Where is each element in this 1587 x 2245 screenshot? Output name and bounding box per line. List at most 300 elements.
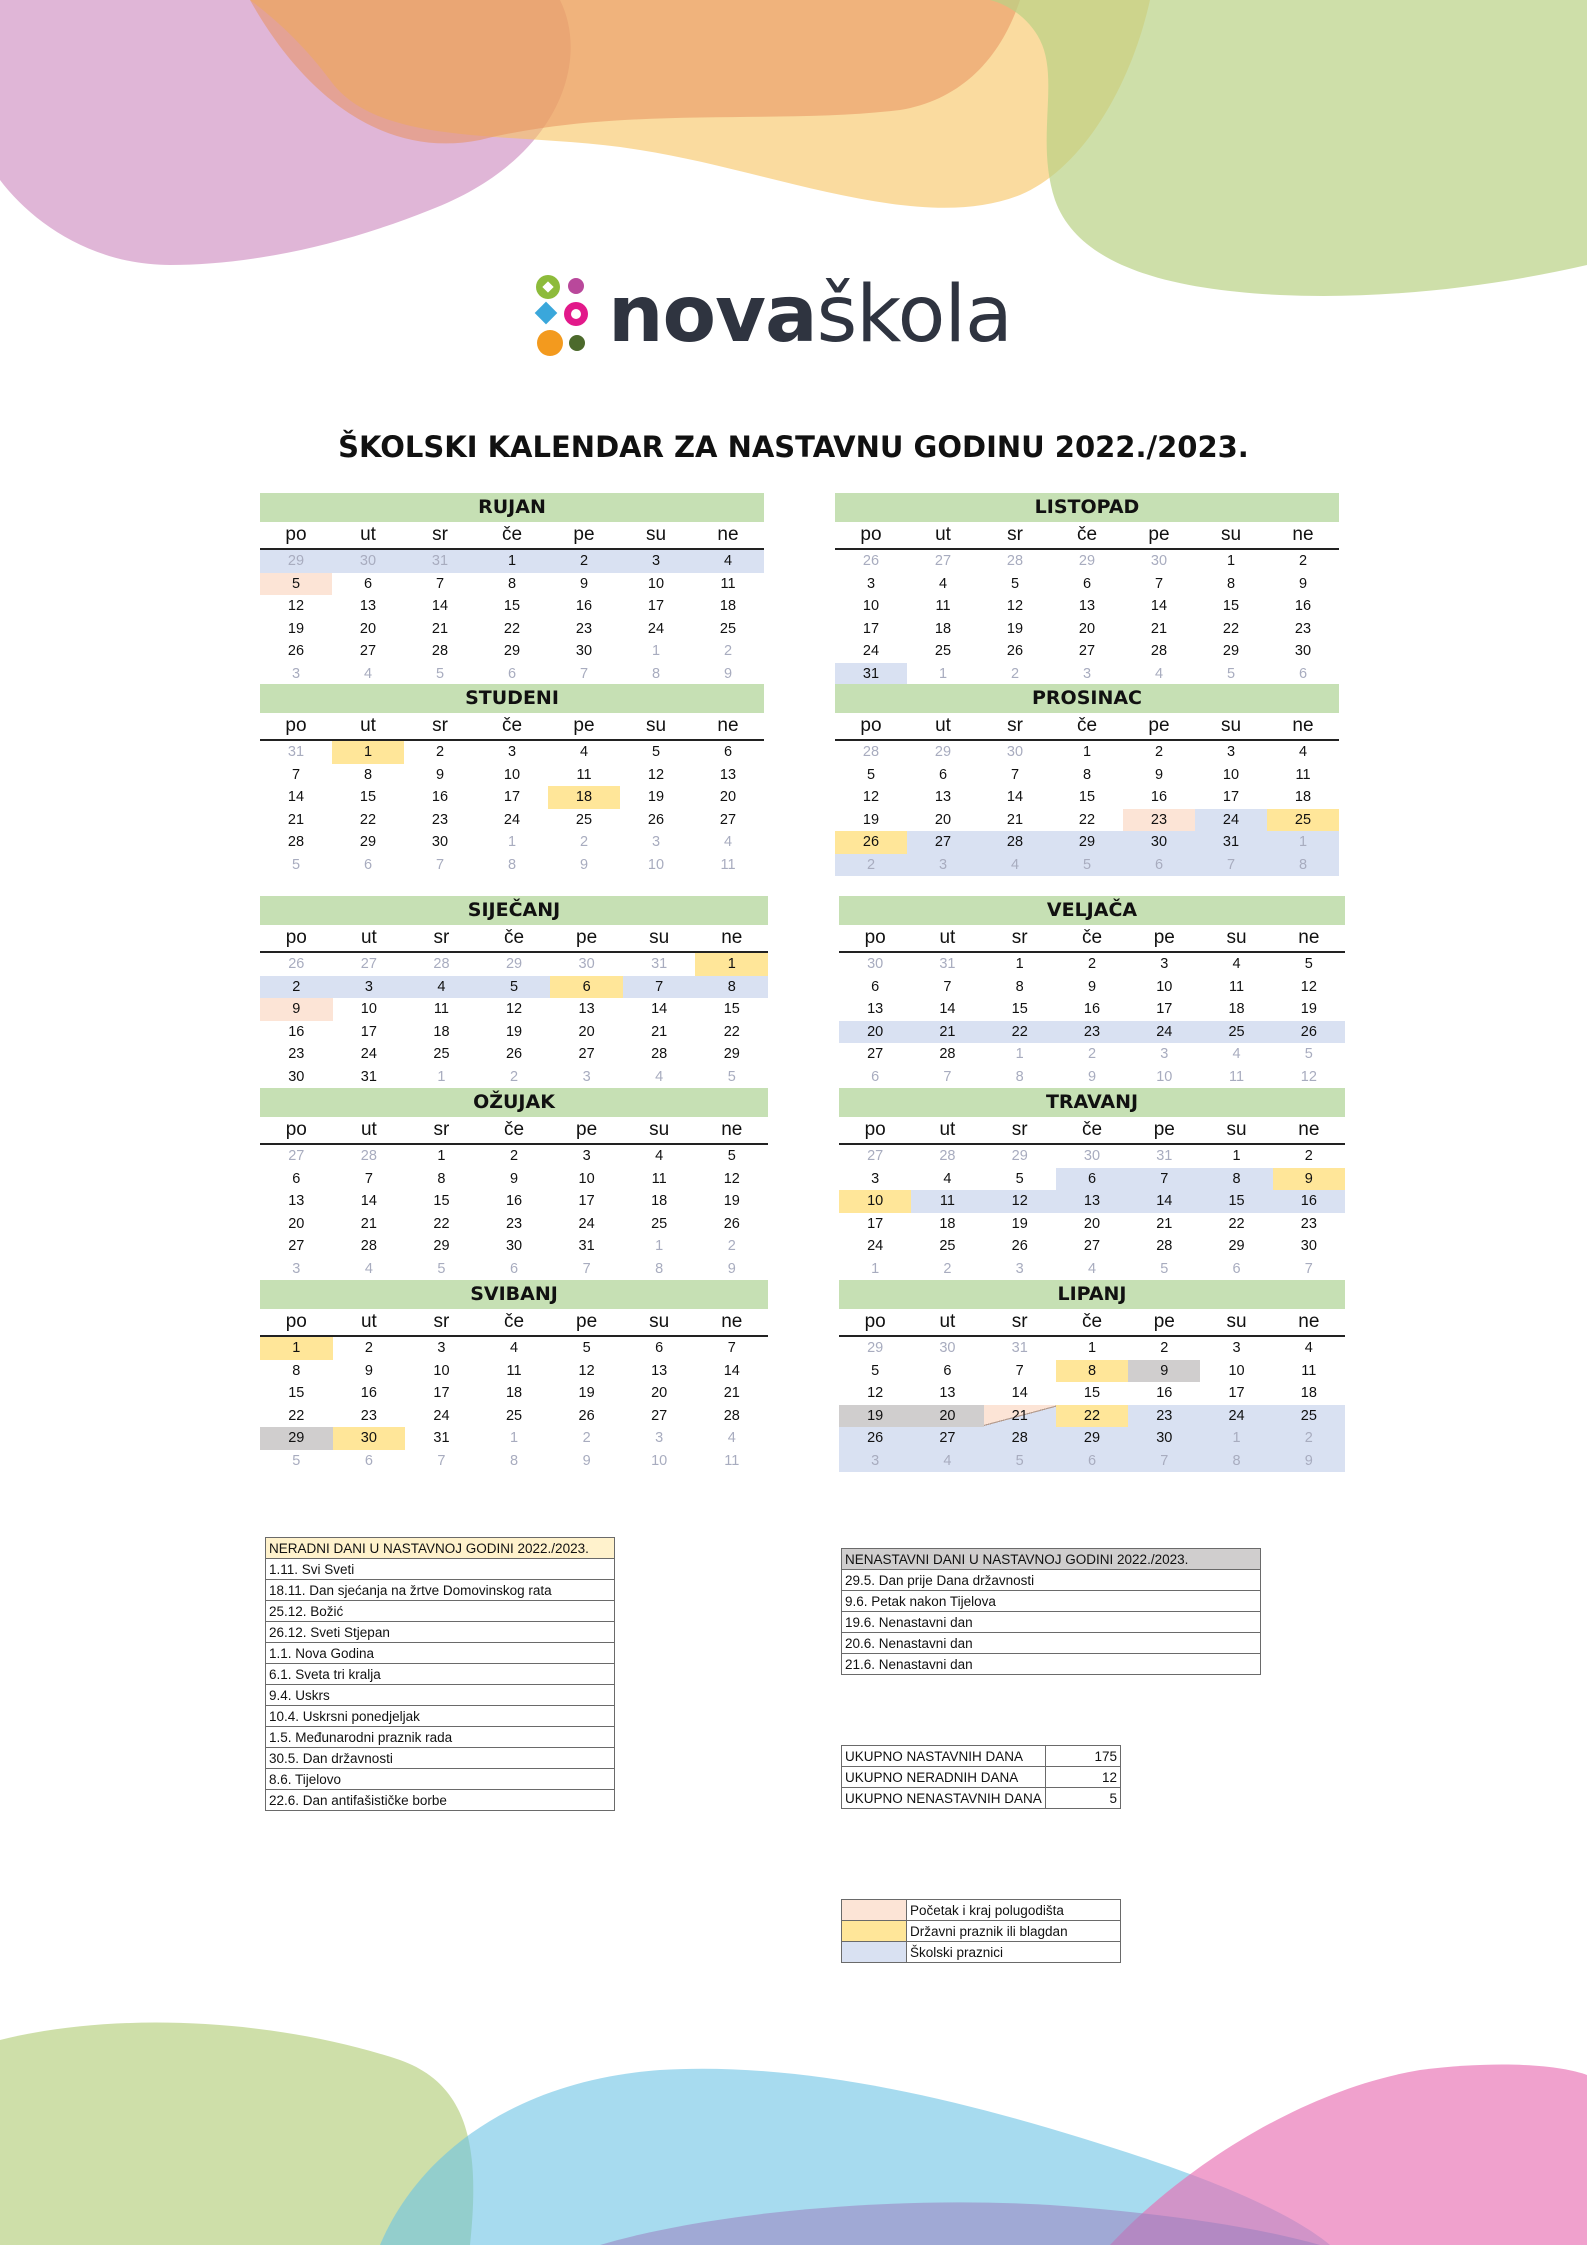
day-cell: 26 [835, 831, 907, 854]
day-cell: 7 [1010, 766, 1020, 783]
day-cell: 29 [505, 956, 523, 972]
total-row [842, 1767, 1121, 1788]
day-cell: 1 [1267, 831, 1339, 854]
day-cell: 30 [1128, 1427, 1200, 1450]
day-cell: 22 [433, 1215, 450, 1232]
legend-swatch [842, 1921, 907, 1942]
weekday-label: su [1220, 715, 1242, 736]
day-cell: 24 [867, 1238, 884, 1254]
day-cell: 30 [333, 1427, 406, 1450]
day-cell: 3 [1160, 956, 1169, 972]
day-cell: 10 [578, 1170, 595, 1187]
day-cell: 8 [651, 665, 661, 682]
month-name: PROSINAC [835, 684, 1339, 713]
day-cell: 6 [871, 978, 880, 995]
day-cell: 6 [363, 575, 373, 592]
weekday-label: su [645, 715, 667, 736]
day-cell: 29 [1222, 643, 1240, 659]
week-row [835, 809, 1339, 832]
day-cell: 2 [582, 1430, 591, 1446]
day-cell: 6 [1056, 1450, 1128, 1473]
list-row [266, 1727, 615, 1748]
day-cell: 2 [435, 744, 445, 760]
day-cell: 28 [939, 1148, 956, 1164]
day-cell: 11 [506, 1362, 522, 1379]
day-cell: 27 [1083, 1238, 1101, 1254]
weekday-label: ut [360, 715, 376, 736]
day-cell: 2 [579, 834, 589, 850]
week-row [260, 764, 764, 787]
day-cell: 28 [287, 834, 305, 850]
list-item: 1.5. Međunarodni praznik rada [266, 1727, 615, 1748]
day-cell: 6 [363, 856, 373, 873]
day-cell: 30 [1006, 744, 1024, 760]
day-cell: 4 [655, 1148, 664, 1164]
logo-light: škola [816, 270, 1012, 360]
day-cell: 1 [476, 550, 548, 573]
day-cell: 2 [1087, 956, 1097, 972]
day-cell: 11 [576, 766, 592, 783]
month-name: SIJEČANJ [260, 896, 768, 925]
day-cell: 22 [288, 1407, 305, 1424]
day-cell: 26 [1273, 1021, 1345, 1044]
day-cell: 29 [867, 1340, 884, 1356]
day-cell: 22 [1228, 1215, 1245, 1232]
weekday-label: če [503, 1311, 525, 1332]
day-cell: 9 [1298, 575, 1308, 592]
day-cell: 5 [437, 1260, 446, 1277]
day-cell: 21 [984, 1405, 1056, 1428]
day-cell: 27 [288, 1238, 305, 1254]
weekday-label: su [649, 927, 670, 948]
day-cell: 13 [934, 789, 952, 805]
day-cell: 10 [647, 575, 665, 592]
weekday-header [260, 1309, 768, 1337]
day-cell: 2 [1160, 1340, 1169, 1356]
day-cell: 9 [260, 998, 333, 1021]
day-cell: 26 [287, 643, 305, 659]
day-cell: 8 [1267, 854, 1339, 877]
weekday-label: če [503, 927, 525, 948]
day-cell: 7 [1128, 1450, 1200, 1473]
list-item: 1.11. Svi Sveti [266, 1559, 615, 1580]
list-row [266, 1664, 615, 1685]
day-cell: 3 [507, 744, 517, 760]
day-cell: 3 [333, 976, 406, 999]
day-cell: 5 [1304, 1046, 1313, 1062]
day-cell: 3 [620, 550, 692, 573]
day-cell: 2 [1298, 553, 1308, 569]
day-cell: 28 [1006, 553, 1024, 569]
day-cell: 8 [507, 856, 517, 873]
week-row [839, 998, 1345, 1021]
day-cell: 16 [360, 1385, 377, 1401]
day-cell: 27 [867, 1148, 884, 1164]
week-row [839, 1258, 1345, 1281]
day-cell: 20 [578, 1023, 595, 1040]
day-cell: 20 [651, 1385, 668, 1401]
day-cell: 22 [984, 1021, 1056, 1044]
list-row [842, 1654, 1261, 1675]
day-cell: 13 [578, 1001, 595, 1017]
list-row [842, 1633, 1261, 1654]
day-cell: 19 [1300, 1001, 1317, 1017]
day-cell: 30 [867, 956, 884, 972]
day-cell: 21 [911, 1021, 983, 1044]
month-rujan [260, 493, 764, 685]
day-cell: 23 [1300, 1215, 1317, 1232]
week-row [839, 1382, 1345, 1405]
weekday-label: sr [433, 927, 450, 948]
day-cell: 19 [723, 1193, 740, 1209]
weekday-label: sr [432, 524, 448, 545]
day-cell: 7 [1128, 1168, 1200, 1191]
weekday-header [260, 522, 764, 550]
day-cell: 27 [360, 956, 377, 972]
day-cell: 6 [550, 976, 623, 999]
day-cell: 5 [478, 976, 551, 999]
day-cell: 15 [288, 1385, 305, 1401]
list-item: 9.4. Uskrs [266, 1685, 615, 1706]
list-row [266, 1769, 615, 1790]
list-item: 10.4. Uskrsni ponedjeljak [266, 1706, 615, 1727]
day-cell: 21 [431, 620, 449, 637]
list-row [266, 1685, 615, 1706]
month-veljača [839, 896, 1345, 1088]
week-row [260, 1190, 768, 1213]
day-cell: 6 [1056, 1168, 1128, 1191]
weekday-label: če [503, 1119, 525, 1140]
day-cell: 4 [364, 1260, 373, 1277]
weekday-header [839, 925, 1345, 953]
day-cell: 5 [1015, 1170, 1024, 1187]
week-row [839, 1360, 1345, 1383]
weekday-label: po [285, 927, 307, 948]
day-cell: 4 [1087, 1260, 1097, 1277]
day-cell: 10 [839, 1190, 911, 1213]
day-cell: 6 [1123, 854, 1195, 877]
day-cell: 4 [655, 1068, 664, 1085]
day-cell: 12 [578, 1362, 595, 1379]
day-cell: 11 [911, 1190, 983, 1213]
day-cell: 13 [867, 1001, 884, 1017]
day-cell: 1 [332, 741, 404, 764]
week-row [260, 1450, 768, 1473]
day-cell: 11 [1295, 766, 1311, 783]
day-cell: 8 [363, 766, 373, 783]
day-cell: 22 [1078, 811, 1096, 828]
day-cell: 20 [911, 1405, 983, 1428]
weekday-label: če [501, 715, 523, 736]
day-cell: 5 [291, 856, 301, 873]
weekday-label: sr [433, 1119, 450, 1140]
legend-swatch [842, 1900, 907, 1921]
day-cell: 24 [862, 643, 880, 659]
day-cell: 19 [578, 1385, 595, 1401]
day-cell: 23 [505, 1215, 523, 1232]
day-cell: 22 [723, 1023, 740, 1040]
weekday-label: ut [939, 927, 956, 948]
total-label: UKUPNO NASTAVNIH DANA [842, 1746, 1046, 1767]
day-cell: 2 [1010, 665, 1020, 682]
day-cell: 2 [723, 643, 733, 659]
month-studeni [260, 684, 764, 876]
day-cell: 9 [435, 766, 445, 783]
day-cell: 1 [938, 665, 948, 682]
day-cell: 21 [1150, 620, 1168, 637]
day-cell: 24 [1200, 1405, 1272, 1428]
day-cell: 25 [719, 620, 737, 637]
day-cell: 17 [647, 598, 665, 614]
day-cell: 3 [1160, 1046, 1169, 1062]
weekday-label: po [860, 715, 882, 736]
day-cell: 25 [1273, 1405, 1345, 1428]
day-cell: 21 [651, 1023, 668, 1040]
day-cell: 4 [943, 1170, 952, 1187]
day-cell: 1 [695, 953, 768, 976]
day-cell: 23 [1128, 1405, 1200, 1428]
weekday-header [839, 1309, 1345, 1337]
day-cell: 27 [651, 1407, 668, 1424]
week-row [260, 1360, 768, 1383]
day-cell: 18 [939, 1215, 956, 1232]
day-cell: 26 [647, 811, 665, 828]
day-cell: 31 [1156, 1148, 1173, 1164]
day-cell: 5 [1010, 575, 1020, 592]
day-cell: 14 [723, 1362, 740, 1379]
day-cell: 12 [505, 1001, 523, 1017]
day-cell: 7 [943, 1068, 952, 1085]
day-cell: 30 [1083, 1148, 1101, 1164]
day-cell: 1 [871, 1260, 880, 1277]
day-cell: 3 [582, 1148, 591, 1164]
day-cell: 15 [1083, 1385, 1101, 1401]
day-cell: 7 [435, 575, 445, 592]
day-cell: 15 [723, 1001, 740, 1017]
day-cell: 6 [1298, 665, 1308, 682]
day-cell: 18 [651, 1193, 668, 1209]
day-cell: 11 [935, 598, 951, 614]
day-cell: 30 [332, 550, 404, 573]
day-cell: 2 [260, 976, 333, 999]
day-cell: 29 [503, 643, 521, 659]
day-cell: 4 [979, 854, 1051, 877]
day-cell: 14 [360, 1193, 377, 1209]
list-item: 29.5. Dan prije Dana državnosti [842, 1570, 1261, 1591]
day-cell: 17 [1228, 1385, 1245, 1401]
day-cell: 3 [1226, 744, 1236, 760]
day-cell: 5 [651, 744, 661, 760]
week-row [839, 1145, 1345, 1168]
weekday-label: pe [573, 715, 595, 736]
day-cell: 30 [505, 1238, 523, 1254]
day-cell: 5 [292, 1452, 301, 1469]
day-cell: 9 [582, 1452, 591, 1469]
day-cell: 22 [1222, 620, 1240, 637]
day-cell: 5 [1160, 1260, 1169, 1277]
list-row [266, 1643, 615, 1664]
day-cell: 31 [287, 744, 305, 760]
weekday-header [835, 713, 1339, 741]
month-name: VELJAČA [839, 896, 1345, 925]
day-cell: 4 [723, 834, 733, 850]
day-cell: 15 [433, 1193, 450, 1209]
day-cell: 20 [1078, 620, 1096, 637]
weekday-label: su [645, 524, 667, 545]
day-cell: 7 [1195, 854, 1267, 877]
day-cell: 29 [723, 1046, 740, 1062]
legend-label: Državni praznik ili blagdan [907, 1921, 1121, 1942]
week-row [260, 640, 764, 663]
weekday-label: ut [935, 524, 951, 545]
page-title: ŠKOLSKI KALENDAR ZA NASTAVNU GODINU 2022./2023. [338, 430, 1249, 464]
weekday-label: su [1226, 927, 1247, 948]
day-cell: 24 [433, 1407, 450, 1424]
day-cell: 17 [433, 1385, 450, 1401]
week-row [260, 1168, 768, 1191]
weekday-label: su [1226, 1119, 1247, 1140]
day-cell: 8 [292, 1362, 301, 1379]
day-cell: 24 [1128, 1021, 1200, 1044]
day-cell: 18 [719, 598, 737, 614]
day-cell: 16 [1294, 598, 1312, 614]
day-cell: 26 [288, 956, 305, 972]
day-cell: 13 [1078, 598, 1096, 614]
day-cell: 10 [360, 1001, 377, 1017]
list-row [842, 1570, 1261, 1591]
week-row [835, 786, 1339, 809]
day-cell: 8 [1015, 1068, 1024, 1085]
weekday-label: sr [432, 715, 448, 736]
day-cell: 19 [839, 1405, 911, 1428]
day-cell: 19 [505, 1023, 523, 1040]
weekday-label: ne [1298, 1119, 1320, 1140]
list-row [266, 1580, 615, 1601]
list-row [266, 1706, 615, 1727]
weekday-label: su [649, 1119, 670, 1140]
month-name: OŽUJAK [260, 1088, 768, 1117]
day-cell: 21 [723, 1385, 740, 1401]
day-cell: 19 [287, 620, 305, 637]
day-cell: 28 [1156, 1238, 1173, 1254]
day-cell: 23 [1123, 809, 1195, 832]
day-cell: 3 [292, 1260, 301, 1277]
day-cell: 1 [1015, 956, 1024, 972]
day-cell: 6 [509, 1260, 519, 1277]
day-cell: 31 [939, 956, 956, 972]
day-cell: 31 [651, 956, 668, 972]
day-cell: 25 [934, 643, 952, 659]
list-item: 19.6. Nenastavni dan [842, 1612, 1261, 1633]
day-cell: 17 [1222, 789, 1240, 805]
day-cell: 7 [435, 856, 445, 873]
day-cell: 4 [1298, 744, 1308, 760]
day-cell: 14 [1011, 1385, 1028, 1401]
day-cell: 14 [1006, 789, 1024, 805]
weekday-label: ne [1298, 1311, 1320, 1332]
list-item: 1.1. Nova Godina [266, 1643, 615, 1664]
day-cell: 6 [655, 1340, 664, 1356]
total-row [842, 1746, 1121, 1767]
novaskola-logo [534, 270, 1054, 360]
legend-table [841, 1899, 1121, 1963]
day-cell: 16 [1150, 789, 1168, 805]
day-cell: 3 [582, 1068, 591, 1085]
day-cell: 13 [1056, 1190, 1128, 1213]
day-cell: 2 [943, 1260, 952, 1277]
list-row [842, 1591, 1261, 1612]
weekday-label: ne [721, 927, 743, 948]
day-cell: 8 [1200, 1450, 1272, 1473]
day-cell: 3 [655, 1430, 664, 1446]
day-cell: 10 [1156, 978, 1173, 995]
day-cell: 28 [723, 1407, 740, 1424]
day-cell: 3 [1082, 665, 1092, 682]
day-cell: 1 [651, 643, 661, 659]
weekday-label: po [285, 524, 307, 545]
day-cell: 1 [1082, 744, 1092, 760]
day-cell: 29 [934, 744, 952, 760]
weekday-label: su [649, 1311, 670, 1332]
day-cell: 21 [360, 1215, 377, 1232]
day-cell: 1 [1087, 1340, 1097, 1356]
weekday-label: ne [1298, 927, 1320, 948]
day-cell: 28 [939, 1046, 956, 1062]
day-cell: 20 [288, 1215, 305, 1232]
month-name: TRAVANJ [839, 1088, 1345, 1117]
week-row [835, 663, 1339, 686]
weekday-label: sr [1007, 524, 1023, 545]
day-cell: 11 [651, 1170, 667, 1187]
day-cell: 9 [364, 1362, 373, 1379]
day-cell: 26 [1006, 643, 1024, 659]
day-cell: 18 [1228, 1001, 1245, 1017]
day-cell: 4 [692, 550, 764, 573]
day-cell: 6 [723, 744, 733, 760]
weekday-label: su [1226, 1311, 1247, 1332]
day-cell: 24 [578, 1215, 595, 1232]
total-value: 175 [1045, 1746, 1120, 1767]
week-row [839, 1405, 1345, 1428]
day-cell: 13 [719, 766, 737, 783]
day-cell: 30 [1294, 643, 1312, 659]
legend-row [842, 1900, 1121, 1921]
day-cell: 31 [433, 1430, 450, 1446]
weekday-header [835, 522, 1339, 550]
day-cell: 18 [433, 1023, 450, 1040]
day-cell: 3 [907, 854, 979, 877]
total-row [842, 1788, 1121, 1809]
day-cell: 31 [1011, 1340, 1028, 1356]
list-row [266, 1622, 615, 1643]
day-cell: 7 [579, 665, 589, 682]
weekday-label: sr [433, 1311, 450, 1332]
month-name: LISTOPAD [835, 493, 1339, 522]
day-cell: 3 [437, 1340, 446, 1356]
day-cell: 22 [1056, 1405, 1128, 1428]
day-cell: 2 [1273, 1427, 1345, 1450]
weekday-label: če [501, 524, 523, 545]
day-cell: 25 [1200, 1021, 1272, 1044]
day-cell: 1 [437, 1148, 446, 1164]
day-cell: 7 [623, 976, 696, 999]
day-cell: 6 [1232, 1260, 1241, 1277]
day-cell: 10 [503, 766, 521, 783]
week-row [835, 764, 1339, 787]
weekday-label: pe [576, 927, 598, 948]
day-cell: 8 [1200, 1168, 1272, 1191]
week-row [260, 831, 764, 854]
